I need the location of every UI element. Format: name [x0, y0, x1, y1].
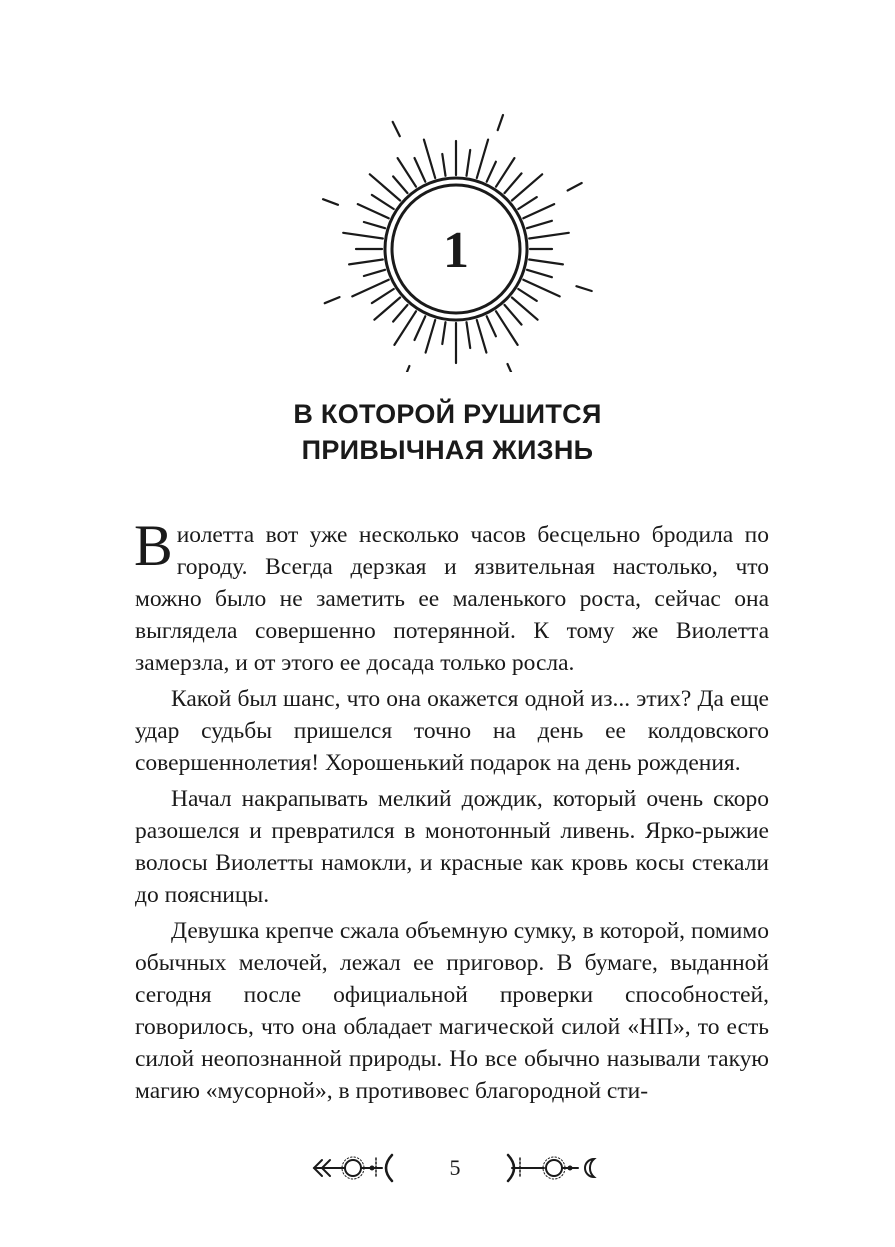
sun-ray-outer: [393, 122, 400, 136]
arrow-circle-moon-ornament-icon: [308, 1148, 408, 1188]
drop-cap: В: [134, 513, 173, 578]
sun-ray: [349, 260, 383, 265]
sun-ray: [477, 320, 487, 353]
chapter-title-line-1: В КОТОРОЙ РУШИТСЯ: [293, 399, 602, 429]
paragraph-1: [134, 513, 769, 679]
sun-ray: [415, 158, 426, 182]
chapter-title: [0, 396, 895, 468]
paragraph-3: Начал накрапывать мелкий дождик, который очень скоро разошелся и превратился в монотонный ливень. Ярко-рыжие волосы Виолетты намокли, и красные как кровь косы стекали до поясницы.: [135, 786, 769, 908]
sun-ray: [527, 221, 552, 228]
sun-ray: [393, 305, 407, 322]
sun-ray: [523, 204, 554, 218]
sun-ray: [393, 176, 407, 193]
sun-ray: [477, 140, 488, 178]
sun-ray: [496, 158, 514, 187]
sun-ray: [398, 158, 416, 187]
sun-ray-outer: [498, 115, 503, 130]
sun-ray: [358, 204, 389, 218]
chapter-emblem: [306, 102, 606, 372]
sun-ray: [523, 280, 559, 297]
sun-ray: [529, 233, 569, 239]
sun-ray: [372, 289, 394, 303]
sun-ray: [426, 320, 436, 353]
chapter-title-line-2: ПРИВЫЧНАЯ ЖИЗНЬ: [301, 435, 594, 465]
sun-ray: [343, 233, 383, 239]
paragraph-1-text: иолетта вот уже несколько часов бесцельно бродила по городу. Всегда дерзкая и язвительная настолько, что можно было не заметить ее маленького роста, сейчас она выглядела совершенно потерянной. К тому же Виолетта замерзла, и от этого ее досада только росла.: [135, 522, 769, 676]
sun-ray-outer: [508, 364, 515, 372]
sun-ray: [364, 222, 385, 228]
chapter-body: [134, 513, 769, 1111]
sun-ray: [505, 305, 522, 325]
sun-ray-outer: [323, 199, 338, 205]
sun-ray-outer: [403, 366, 409, 372]
paragraph-2: Какой был шанс, что она окажется одной из... этих? Да еще удар судьбы пришелся точно на день ее колдовского совершеннолетия! Хорошенький подарок на день рождения.: [135, 686, 769, 776]
sun-ray: [415, 316, 426, 340]
sun-ray: [424, 140, 435, 178]
sun-ray: [442, 322, 445, 344]
page-number: 5: [449, 1155, 461, 1180]
sun-ray: [487, 316, 496, 336]
sun-ray: [372, 195, 394, 209]
sun-ray-outer: [576, 286, 591, 291]
paragraph-4: Девушка крепче сжала объемную сумку, в которой, помимо обычных мелочей, лежал ее приговор. В бумаге, выданной сегодня после официальной проверки способностей, говорилось, что она обладает магической силой «НП», то есть силой неопознанной природы. Но все обычно называли такую магию «мусорной», в противовес благородной сти-: [135, 918, 769, 1104]
sun-ray: [442, 154, 445, 176]
sun-ray: [518, 289, 537, 301]
sun-ray: [529, 260, 563, 265]
sun-ray: [467, 150, 471, 176]
sun-ray: [487, 162, 496, 182]
sun-ray: [518, 197, 537, 209]
chapter-number: 1: [443, 222, 469, 279]
sun-ray: [527, 270, 552, 277]
moon-circle-ornament-icon: [500, 1148, 600, 1188]
sun-ray: [352, 280, 388, 297]
sun-ray: [364, 270, 385, 276]
sun-ray-outer: [325, 297, 340, 303]
sun-ray: [467, 322, 471, 348]
sun-ray: [505, 173, 522, 193]
sun-ray-outer: [568, 183, 582, 191]
